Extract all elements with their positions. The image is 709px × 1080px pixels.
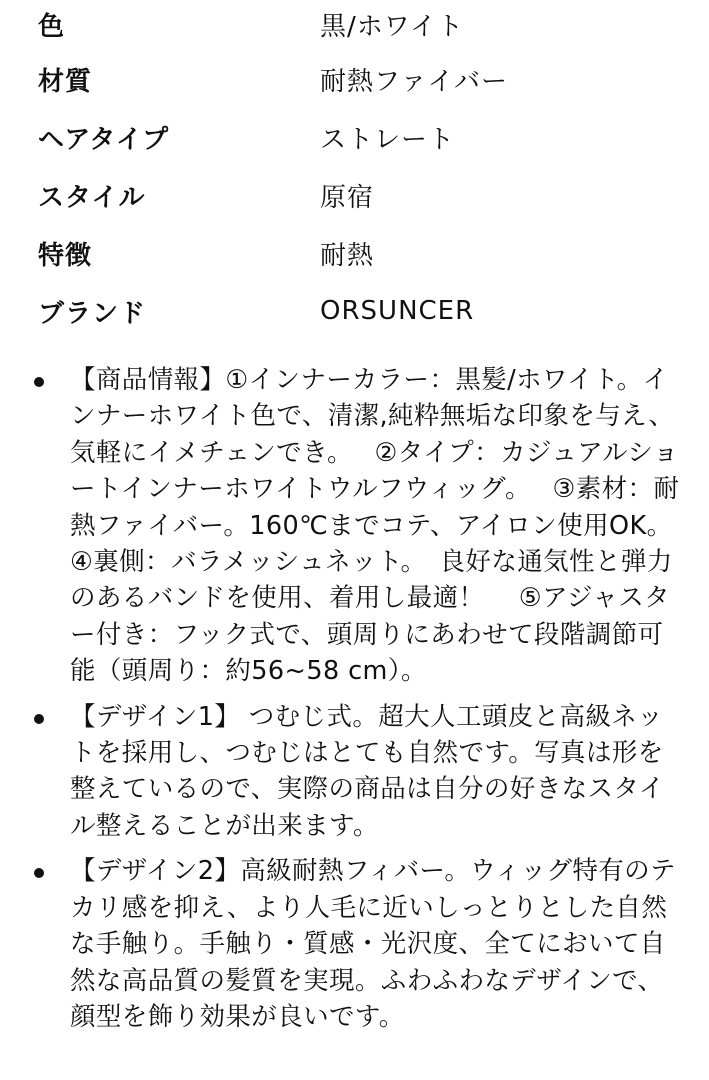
spec-value: 耐熱ファイバー [320, 66, 508, 97]
spec-row-feature [38, 224, 698, 282]
bullet-dot-icon [34, 868, 44, 878]
spec-value: ORSUNCER [320, 296, 475, 326]
spec-row-hair-type [38, 108, 698, 166]
spec-row-material [38, 50, 698, 108]
list-item [0, 699, 709, 845]
spec-value: 黒/ホワイト [320, 12, 464, 42]
spec-row-style [38, 166, 698, 224]
spec-value: ストレート [320, 124, 456, 155]
spec-key: スタイル [38, 182, 146, 213]
list-item [0, 853, 709, 1035]
spec-key: ブランド [38, 298, 147, 329]
spec-key: 特徴 [38, 240, 93, 271]
description-list [0, 362, 709, 1044]
list-item-text: 【デザイン1】 つむじ式。超大人工頭皮と高級ネットを採用し、つむじはとても自然です。写真は形を整えているので、実際の商品は自分の好きなスタイル整えることが出来ます。 [70, 701, 665, 841]
spec-key: ヘアタイプ [38, 124, 170, 155]
spec-value: 耐熱 [320, 240, 375, 271]
spec-key: 材質 [38, 66, 93, 97]
spec-key: 色 [38, 12, 66, 42]
bullet-dot-icon [34, 714, 44, 724]
bullet-dot-icon [34, 377, 44, 387]
spec-row-color [38, 0, 698, 50]
spec-row-brand [38, 282, 698, 340]
list-item [0, 362, 709, 690]
spec-value: 原宿 [320, 182, 375, 213]
spec-table [38, 0, 698, 340]
list-item-text: 【商品情報】①インナーカラー：黒髪/ホワイト。インナーホワイト色で、清潔,純粋無垢な印象を与え、気軽にイメチェンでき。 ②タイプ：カジュアルショートインナーホワイトウルフウィッグ。 ③素材：耐熱ファイバー。160℃までコテ、アイロン使用OK。 ④裏側：バラメッシュネット。 良好な通気性と弾力のあるバンドを使用、着用し最適！ ⑤アジャスター付き：フック式で、頭周りにあわせて段階調節可能（頭周り：約56~58 cm）。 [70, 365, 695, 687]
list-item-text: 【デザイン2】高級耐熱フィバー。ウィッグ特有のテカリ感を抑え、より人毛に近いしっとりとした自然な手触り。手触り・質感・光沢度、全てにおいて自然な高品質の髪質を実現。ふわふわなデザインで、顔型を飾り効果が良いです。 [70, 856, 676, 1032]
